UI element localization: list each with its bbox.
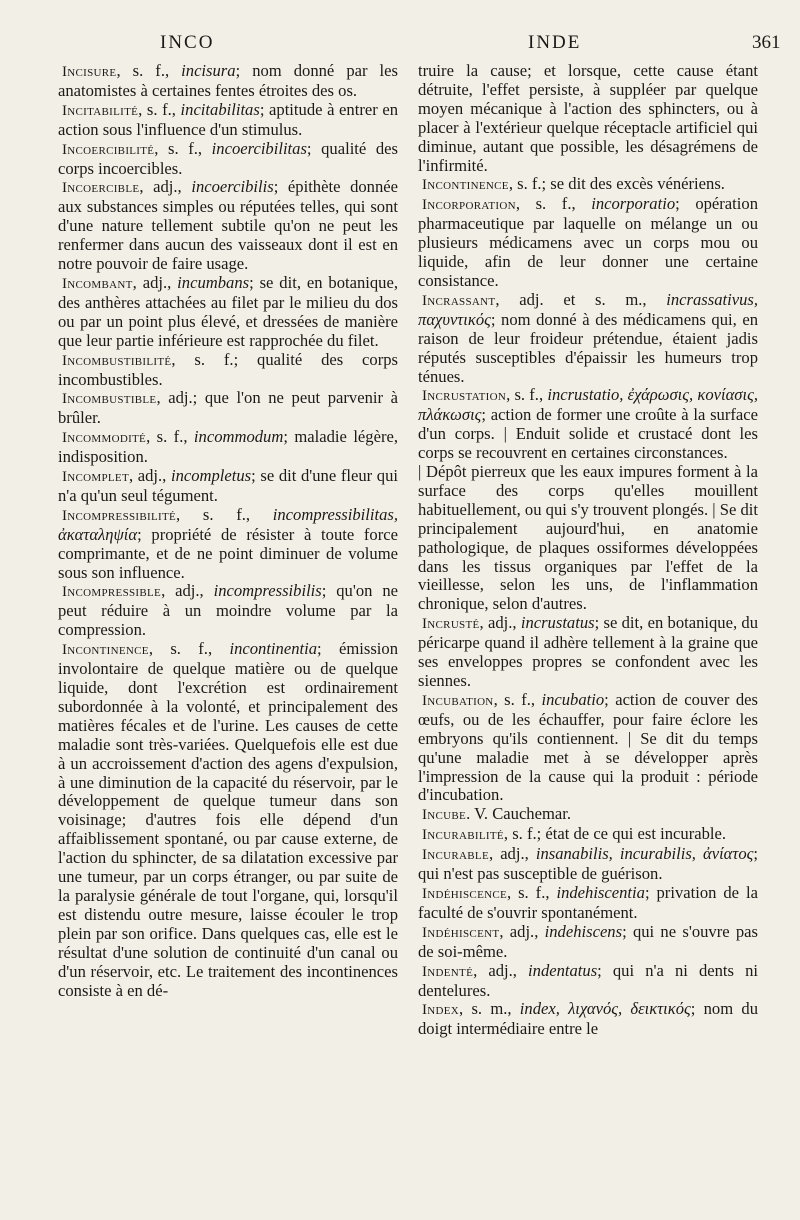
entry-latin-term: incoercibilitas bbox=[211, 138, 307, 158]
entry-definition: ; qui ne s'ouvre pas de soi-même. bbox=[418, 921, 759, 961]
running-head-left: INCO bbox=[160, 32, 215, 53]
entry-definition: ; propriété de résister à toute force comprimante, et de ne point diminuer de volume sous son influence. bbox=[58, 524, 398, 582]
entry-text: , adj., bbox=[479, 613, 521, 633]
dictionary-entry bbox=[418, 1000, 758, 1039]
entry-definition: ; se dit, en botanique, des anthères attachées au filet par le milieu du dos ou par un point plus élevé, et dressées de manière que leur partie inférieure est rapprochée du filet. bbox=[58, 272, 398, 350]
entry-headword: Incombustibilité bbox=[62, 352, 172, 369]
entry-definition: ; émission involontaire de quelque matière ou de quelque liquide, dont l'excrétion est ordinairement subordonnée à la volonté, et principalement des matières fécales et de l'urine. Les causes de cette maladie sont très-variées. Quelquefois elle est due à un accroissement d'action des agens d'expulsion, à une diminution de la capacité du réservoir, par le développement de quelque tumeur dans son voisinage; d'autres fois elle dépend d'un affaiblissement spontané, ou par cause externe, de l'action du sphincter, de sa dilatation excessive par une tumeur, par un corps étranger, ou par suite de la paralysie générale de tout l'organe, qui, lorsqu'il est distendu outre mesure, laisse écouler le trop plein par son orifice. Dans quelques cas, elle est le résultat d'une solution de continuité d'un canal ou d'un réservoir, etc. Le traitement des incontinences consiste à en dé- bbox=[58, 639, 398, 1000]
entry-definition: ; nom donné à des médicamens qui, en raison de leur froideur prétendue, étaient jadis réputés susceptibles d'épaissir les humeurs trop ténues. bbox=[418, 309, 758, 386]
entry-text: , adj., bbox=[488, 844, 536, 864]
entry-headword: Indéhiscent bbox=[422, 924, 500, 941]
entry-latin-term: incumbans bbox=[177, 272, 250, 292]
entry-headword: Incubation bbox=[422, 692, 494, 709]
entry-headword: Incrassant bbox=[422, 292, 496, 309]
running-head bbox=[0, 32, 800, 58]
entry-headword: Incontinence bbox=[62, 642, 149, 659]
entry-definition: ; qu'on ne peut réduire à un moindre volume par la compression. bbox=[58, 581, 398, 640]
dictionary-entry bbox=[418, 805, 758, 825]
entry-definition: ; nom donné par les anatomistes à certaines fentes étroites des os. bbox=[58, 61, 398, 100]
dictionary-entry bbox=[418, 845, 758, 884]
entry-definition: ; qui n'a ni dents ni dentelures. bbox=[418, 960, 758, 1000]
entry-headword: Incoercible bbox=[62, 180, 140, 197]
entry-text: , adj., bbox=[499, 921, 545, 941]
entry-text: , s. f.; état de ce qui est incurable. bbox=[503, 824, 727, 844]
dictionary-entry bbox=[58, 178, 398, 274]
entry-headword: Incombant bbox=[62, 275, 133, 292]
dictionary-entry bbox=[418, 195, 758, 291]
entry-latin-term: index, λιχανός, δεικτικός bbox=[519, 999, 691, 1019]
dictionary-entry bbox=[58, 506, 398, 583]
entry-headword: Incombustible bbox=[62, 391, 157, 408]
entry-latin-term: incompletus bbox=[170, 466, 252, 486]
dictionary-entry bbox=[58, 389, 398, 428]
entry-text: , s. f., bbox=[154, 138, 212, 158]
entry-headword: Incontinence bbox=[422, 177, 509, 194]
running-head-right: INDE bbox=[528, 32, 582, 53]
entry-latin-term: indehiscens bbox=[544, 921, 623, 941]
entry-text: , adj., bbox=[128, 466, 171, 486]
dictionary-entry bbox=[418, 614, 758, 691]
entry-text: , s. f., bbox=[493, 689, 542, 709]
entry-definition: ; se dit, en botanique, du péricarpe quand il adhère tellement à la graine que ses enveloppes propres se confondent avec les siennes. bbox=[418, 613, 758, 690]
entry-headword: Incommodité bbox=[62, 430, 147, 447]
dictionary-entry bbox=[58, 467, 398, 506]
entry-latin-term: indentatus bbox=[528, 960, 598, 980]
dictionary-entry bbox=[58, 640, 398, 1000]
entry-definition: ; nom du doigt intermédiaire entre le bbox=[418, 999, 758, 1039]
entry-definition: ; action de couver des œufs, ou de les échauffer, pour faire éclore les embryons qu'ils contiennent. | Se dit du temps qu'une maladie met à se développer après l'impression de la cause qui la produit : période d'incubation. bbox=[418, 689, 758, 805]
entry-text: , s. f.; qualité des corps incombustibles. bbox=[58, 349, 398, 389]
dictionary-entry bbox=[58, 140, 398, 179]
entry-definition: ; privation de la faculté de s'ouvrir spontanément. bbox=[418, 882, 758, 922]
entry-text: | Dépôt pierreux que les eaux impures forment à la surface des corps qu'elles mouillent habituellement, ou qui s'y trouvent plongés. | Se dit principalement aujourd'hui, en anatomie pathologique, de plaques ossiformes développées dans les tissus organiques par l'effet de la vieillesse, selon les uns, de l'inflammation chronique, selon d'autres. bbox=[418, 462, 758, 614]
right-column bbox=[418, 62, 758, 1039]
entry-definition: ; qualité des corps incoercibles. bbox=[58, 138, 398, 178]
entry-latin-term: incisura bbox=[181, 61, 236, 80]
entry-latin-term: incompressibilitas, ἀκαταληψία bbox=[58, 504, 398, 544]
entry-latin-term: incontinentia bbox=[229, 639, 318, 659]
entry-text: , adj., bbox=[132, 272, 178, 292]
dictionary-entry bbox=[418, 884, 758, 923]
dictionary-entry bbox=[58, 351, 398, 390]
entry-text: , s. f., bbox=[116, 61, 182, 80]
entry-text: , s. f., bbox=[176, 504, 273, 524]
dictionary-entry bbox=[58, 101, 398, 140]
dictionary-entry bbox=[418, 291, 758, 387]
entry-headword: Incompressible bbox=[62, 584, 162, 601]
entry-text: , adj., bbox=[161, 581, 214, 601]
entry-definition: ; qui n'est pas susceptible de guérison. bbox=[418, 844, 758, 884]
entry-headword: Incisure bbox=[62, 64, 117, 80]
entry-latin-term: incorporatio bbox=[591, 194, 676, 214]
entry-text: , adj., bbox=[473, 960, 529, 980]
entry-text: , s. f., bbox=[506, 882, 557, 902]
entry-definition: ; épithète donnée aux substances simples ou réputées telles, qui sont d'une nature tellement subtile qu'on ne peut les renfermer dans aucun des vaisseaux dont il est en notre pouvoir de faire usage. bbox=[58, 177, 398, 274]
dictionary-entry bbox=[418, 175, 758, 195]
entry-latin-term: incompressibilis bbox=[213, 581, 322, 601]
entry-text: , adj., bbox=[139, 177, 192, 197]
dictionary-entry bbox=[418, 386, 758, 463]
dictionary-entry bbox=[418, 62, 758, 175]
dictionary-entry bbox=[58, 274, 398, 351]
entry-text: , s. m., bbox=[459, 999, 520, 1019]
entry-text: , s. f., bbox=[506, 385, 548, 405]
entry-latin-term: incrustatus bbox=[520, 613, 595, 633]
entry-latin-term: incitabilitas bbox=[180, 99, 260, 119]
entry-headword: Incorporation bbox=[422, 197, 516, 214]
entry-latin-term: incoercibilis bbox=[191, 177, 274, 197]
entry-text: , s. f., bbox=[148, 639, 230, 659]
entry-text: , adj.; que l'on ne peut parvenir à brûler. bbox=[58, 388, 398, 428]
entry-definition: ; aptitude à entrer en action sous l'influence d'un stimulus. bbox=[58, 99, 398, 139]
entry-definition: ; maladie légère, indisposition. bbox=[58, 427, 398, 467]
entry-headword: Incrusté bbox=[422, 616, 480, 633]
dictionary-entry bbox=[58, 62, 398, 101]
entry-headword: Incitabilité bbox=[62, 102, 139, 119]
entry-latin-term: indehiscentia bbox=[556, 882, 645, 902]
entry-headword: Incurable bbox=[422, 847, 489, 864]
entry-headword: Indéhiscence bbox=[422, 885, 507, 902]
entry-headword: Incompressibilité bbox=[62, 507, 176, 524]
entry-latin-term: incrustatio, ἐχάρωσις, κονίασις, πλάκωσις bbox=[418, 385, 758, 425]
entry-latin-term: incubatio bbox=[541, 689, 605, 709]
entry-text: . V. Cauchemar. bbox=[466, 804, 572, 824]
entry-headword: Index bbox=[422, 1002, 460, 1019]
entry-latin-term: incommodum bbox=[193, 427, 284, 447]
left-column bbox=[58, 62, 398, 1000]
entry-headword: Incurabilité bbox=[422, 827, 504, 844]
entry-text: , s. f., bbox=[138, 99, 181, 119]
page-number: 361 bbox=[752, 32, 781, 53]
dictionary-entry bbox=[58, 582, 398, 640]
entry-headword: Incube bbox=[422, 807, 467, 824]
entry-headword: Incoercibilité bbox=[62, 141, 155, 158]
entry-text: truire la cause; et lorsque, cette cause étant détruite, l'effet persiste, à suppléer par quelque moyen mécanique à l'action des sphincters, ou à placer à l'extérieur quelque réceptacle artificiel qui diminue, autant que possible, les désagrémens de l'infirmité. bbox=[418, 61, 758, 175]
entry-headword: Incomplet bbox=[62, 469, 129, 486]
entry-definition: ; action de former une croûte à la surface d'un corps. | Enduit solide et crustacé dont les corps se recouvrent en certaines circonstances. bbox=[418, 405, 758, 463]
entry-definition: ; opération pharmaceutique par laquelle on mélange un ou plusieurs médicamens avec un corps mou ou liquide, afin de leur donner une certaine consistance. bbox=[418, 194, 758, 290]
dictionary-entry bbox=[418, 691, 758, 805]
entry-headword: Indenté bbox=[422, 963, 474, 980]
entry-text: , s. f., bbox=[515, 194, 592, 214]
entry-latin-term: insanabilis, incurabilis, ἀνίατος bbox=[535, 844, 754, 864]
dictionary-entry bbox=[418, 962, 758, 1001]
dictionary-entry bbox=[418, 825, 758, 845]
entry-definition: ; se dit d'une fleur qui n'a qu'un seul tégument. bbox=[58, 466, 398, 505]
entry-text: , adj. et s. m., bbox=[495, 289, 667, 309]
entry-text: , s. f., bbox=[146, 427, 194, 447]
dictionary-entry bbox=[58, 428, 398, 467]
entry-text: , s. f.; se dit des excès vénériens. bbox=[508, 174, 725, 194]
dictionary-entry bbox=[418, 923, 758, 962]
dictionary-entry bbox=[418, 463, 758, 614]
entry-headword: Incrustation bbox=[422, 388, 507, 405]
entry-latin-term: incrassativus, παχυντικός bbox=[418, 289, 758, 329]
